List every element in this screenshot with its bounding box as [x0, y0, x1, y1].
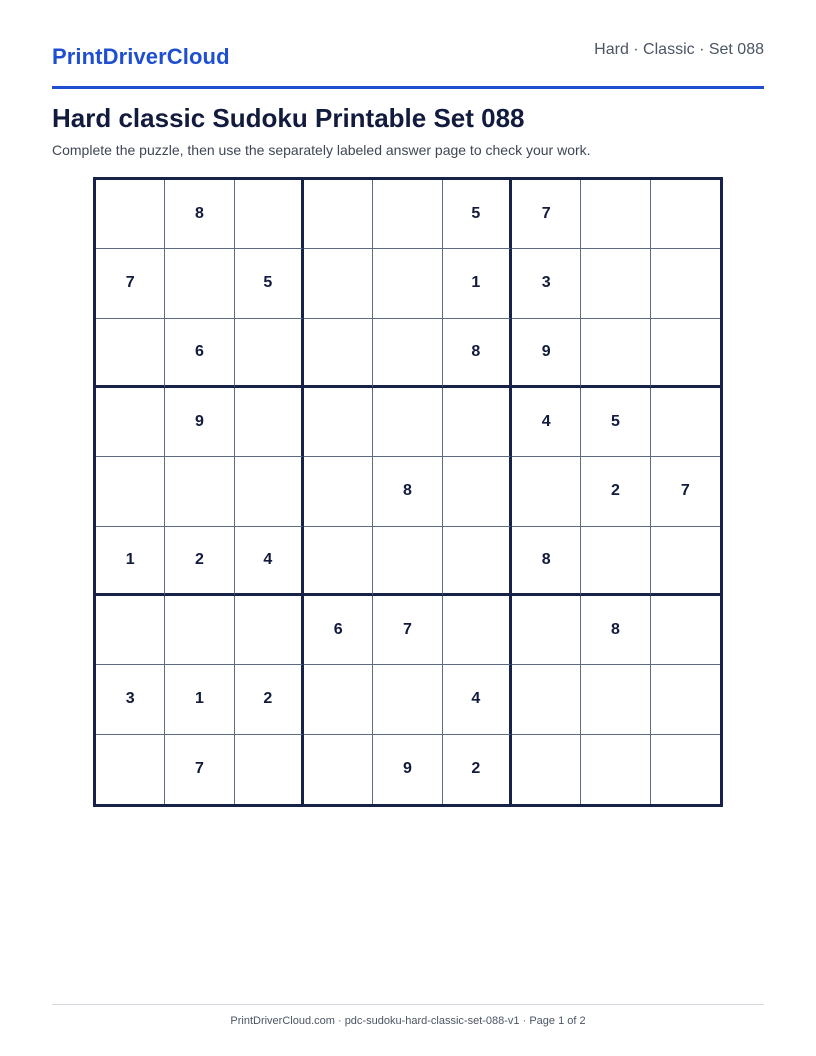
- page-footer: PrintDriverCloud.com · pdc-sudoku-hard-classic-set-088-v1 · Page 1 of 2: [52, 1004, 764, 1027]
- sudoku-cell: [96, 388, 165, 457]
- sudoku-cell: [304, 319, 373, 388]
- sudoku-cell: [96, 735, 165, 804]
- sudoku-cell: [581, 527, 650, 596]
- sudoku-cell: [304, 457, 373, 526]
- sudoku-cell: 9: [512, 319, 581, 388]
- sudoku-cell: 4: [235, 527, 304, 596]
- sudoku-cell: [512, 596, 581, 665]
- sudoku-cell: [581, 249, 650, 318]
- sudoku-cell: 7: [165, 735, 234, 804]
- sudoku-cell: 2: [235, 665, 304, 734]
- sudoku-cell: [235, 388, 304, 457]
- sudoku-cell: [165, 249, 234, 318]
- sudoku-cell: [165, 596, 234, 665]
- sudoku-cell: [96, 180, 165, 249]
- sudoku-cell: 8: [165, 180, 234, 249]
- sudoku-cell: [304, 735, 373, 804]
- sudoku-cell: [373, 527, 442, 596]
- sudoku-cell: 3: [512, 249, 581, 318]
- sudoku-cell: [443, 596, 512, 665]
- puzzle-meta: Hard · Classic · Set 088: [594, 41, 764, 58]
- sudoku-cell: 6: [304, 596, 373, 665]
- sudoku-cell: [373, 249, 442, 318]
- sudoku-cell: [651, 735, 720, 804]
- page-subtitle: Complete the puzzle, then use the separately labeled answer page to check your work.: [52, 142, 591, 158]
- sudoku-cell: [651, 388, 720, 457]
- sudoku-cell: 8: [443, 319, 512, 388]
- sudoku-cell: [512, 457, 581, 526]
- sudoku-cell: [651, 319, 720, 388]
- sudoku-cell: 4: [443, 665, 512, 734]
- sudoku-cell: [581, 180, 650, 249]
- sudoku-cell: 6: [165, 319, 234, 388]
- sudoku-cell: 5: [581, 388, 650, 457]
- sudoku-cell: 1: [165, 665, 234, 734]
- sudoku-cell: [443, 388, 512, 457]
- sudoku-cell: [443, 457, 512, 526]
- sudoku-cell: [651, 249, 720, 318]
- sudoku-cell: 9: [373, 735, 442, 804]
- sudoku-cell: 7: [96, 249, 165, 318]
- sudoku-cell: [304, 180, 373, 249]
- sudoku-cell: 2: [581, 457, 650, 526]
- sudoku-cell: [373, 665, 442, 734]
- sudoku-cell: [96, 596, 165, 665]
- sudoku-cell: 9: [165, 388, 234, 457]
- sudoku-cell: [235, 180, 304, 249]
- sudoku-cell: [651, 527, 720, 596]
- sudoku-cell: 2: [443, 735, 512, 804]
- sudoku-cell: 2: [165, 527, 234, 596]
- sudoku-cell: [443, 527, 512, 596]
- sudoku-cell: [651, 180, 720, 249]
- sudoku-cell: [304, 249, 373, 318]
- sudoku-cell: 5: [235, 249, 304, 318]
- sudoku-cell: [96, 319, 165, 388]
- sudoku-cell: [235, 735, 304, 804]
- sudoku-cell: 1: [96, 527, 165, 596]
- sudoku-cell: [235, 457, 304, 526]
- sudoku-grid: [93, 177, 723, 807]
- sudoku-cell: 3: [96, 665, 165, 734]
- sudoku-cell: 1: [443, 249, 512, 318]
- sudoku-cell: 8: [373, 457, 442, 526]
- sudoku-cell: [651, 665, 720, 734]
- sudoku-cell: [373, 388, 442, 457]
- sudoku-cell: 7: [512, 180, 581, 249]
- sudoku-cell: [581, 665, 650, 734]
- sudoku-cell: [651, 596, 720, 665]
- sudoku-cell: [235, 596, 304, 665]
- sudoku-cell: [581, 735, 650, 804]
- sudoku-cell: [304, 388, 373, 457]
- sudoku-cell: [304, 665, 373, 734]
- sudoku-cell: [96, 457, 165, 526]
- sudoku-cell: [581, 319, 650, 388]
- sudoku-cell: [304, 527, 373, 596]
- sudoku-cell: 7: [373, 596, 442, 665]
- brand-logo: PrintDriverCloud: [52, 44, 230, 69]
- page-title: Hard classic Sudoku Printable Set 088: [52, 103, 525, 133]
- sudoku-cell: [512, 665, 581, 734]
- sudoku-cell: [373, 319, 442, 388]
- sudoku-cell: 4: [512, 388, 581, 457]
- sudoku-cell: 8: [581, 596, 650, 665]
- sudoku-cell: [512, 735, 581, 804]
- sudoku-cell: [235, 319, 304, 388]
- sudoku-cell: 5: [443, 180, 512, 249]
- page-header: [52, 36, 764, 89]
- sudoku-cell: [373, 180, 442, 249]
- sudoku-cell: 8: [512, 527, 581, 596]
- sudoku-cell: 7: [651, 457, 720, 526]
- sudoku-cell: [165, 457, 234, 526]
